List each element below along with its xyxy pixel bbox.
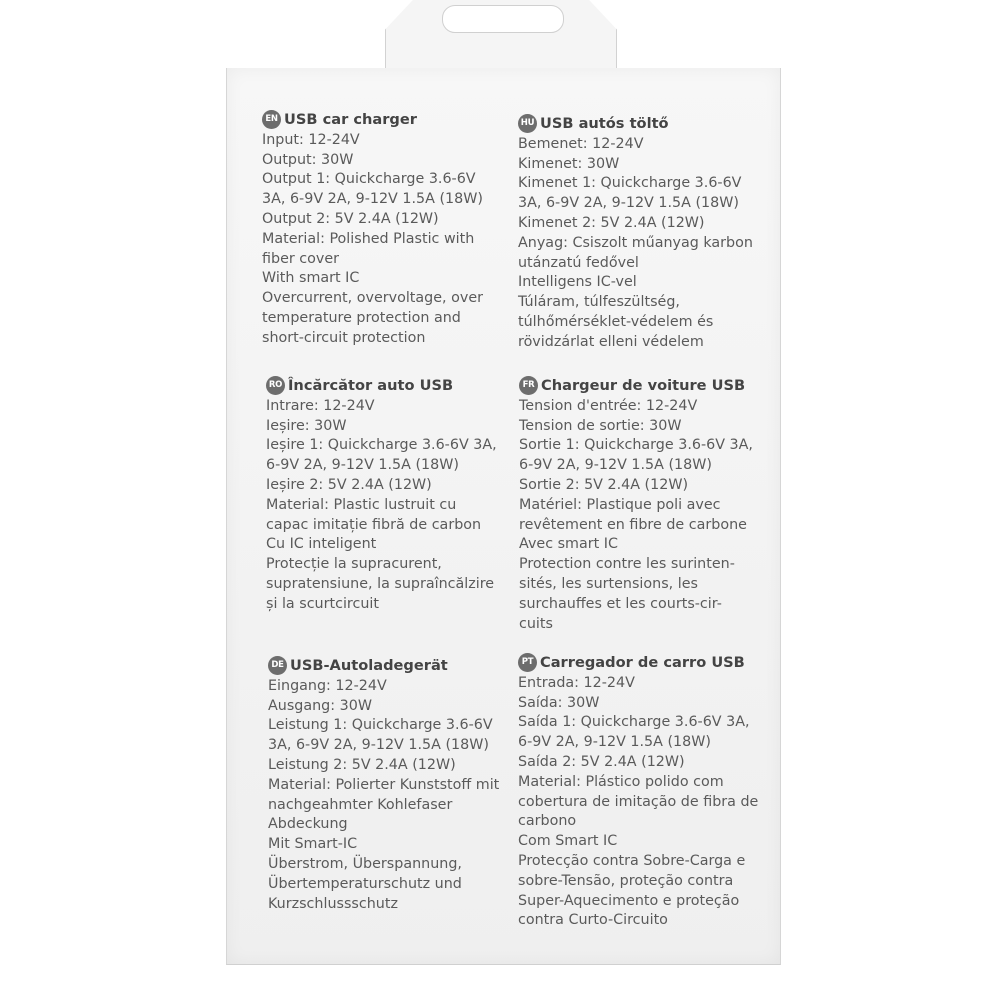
spec-line: Kimenet: 30W	[518, 155, 620, 172]
spec-line: Material: Polierter Kunststoff mit	[268, 776, 500, 793]
spec-line: sobre-Tensão, proteção contra	[518, 872, 734, 889]
spec-line: Matériel: Plastique poli avec	[519, 496, 721, 513]
spec-line: Tension de sortie: 30W	[519, 417, 682, 434]
section-hu-header	[518, 114, 753, 134]
spec-line: Super-Aquecimento e proteção	[518, 892, 740, 909]
spec-line: Saída 2: 5V 2.4A (12W)	[518, 753, 685, 770]
spec-line: Input: 12-24V	[262, 131, 360, 148]
spec-line: surchauffes et les courts-cir-	[519, 595, 722, 612]
spec-line: Saída 1: Quickcharge 3.6-6V 3A,	[518, 714, 750, 731]
section-pt-title: Carregador de carro USB	[540, 654, 745, 671]
language-badge-hu: HU	[518, 114, 537, 133]
spec-line: 3A, 6-9V 2A, 9-12V 1.5A (18W)	[262, 191, 483, 208]
spec-line: temperature protection and	[262, 309, 461, 326]
spec-line: Mit Smart-IC	[268, 836, 358, 853]
section-ro-title: Încărcător auto USB	[288, 377, 454, 394]
spec-line: carbono	[518, 813, 577, 830]
spec-line: Cu IC inteligent	[266, 536, 377, 553]
spec-line: Avec smart IC	[519, 536, 618, 553]
section-de-title: USB-Autoladegerät	[290, 657, 448, 674]
spec-line: Ieșire 2: 5V 2.4A (12W)	[266, 476, 432, 493]
spec-line: Entrada: 12-24V	[518, 674, 635, 691]
spec-line: cobertura de imitação de fibra de	[518, 793, 759, 810]
language-badge-ro: RO	[266, 376, 285, 395]
spec-line: rövidzárlat elleni védelem	[518, 333, 704, 350]
spec-line: Kurzschlussschutz	[268, 895, 398, 912]
spec-line: și la scurtcircuit	[266, 595, 379, 612]
hang-hole	[442, 5, 564, 33]
spec-line: Protecção contra Sobre-Carga e	[518, 852, 746, 869]
spec-line: túlhőmérséklet-védelem és	[518, 313, 714, 330]
spec-line: Sortie 2: 5V 2.4A (12W)	[519, 476, 689, 493]
section-pt-header	[518, 653, 758, 673]
section-en-title: USB car charger	[284, 111, 417, 128]
spec-line: Túláram, túlfeszültség,	[518, 294, 680, 311]
spec-line: Overcurrent, overvoltage, over	[262, 290, 484, 307]
spec-line: 3A, 6-9V 2A, 9-12V 1.5A (18W)	[268, 737, 489, 754]
section-pt	[518, 653, 758, 931]
spec-line: nachgeahmter Kohlefaser	[268, 796, 453, 813]
section-fr-title: Chargeur de voiture USB	[541, 377, 746, 394]
spec-line: contra Curto-Circuito	[518, 912, 668, 929]
section-ro-header	[266, 376, 497, 396]
spec-line: Output 2: 5V 2.4A (12W)	[262, 210, 439, 227]
spec-line: Tension d'entrée: 12-24V	[519, 397, 698, 414]
section-en-header	[262, 110, 483, 130]
language-badge-fr: FR	[519, 376, 538, 395]
spec-line: Bemenet: 12-24V	[518, 135, 644, 152]
spec-line: 3A, 6-9V 2A, 9-12V 1.5A (18W)	[518, 195, 739, 212]
spec-line: Material: Plástico polido com	[518, 773, 724, 790]
spec-line: Saída: 30W	[518, 694, 600, 711]
spec-line: Material: Polished Plastic with	[262, 230, 475, 247]
spec-line: capac imitație fibră de carbon	[266, 516, 482, 533]
spec-line: Kimenet 2: 5V 2.4A (12W)	[518, 214, 705, 231]
spec-line: short-circuit protection	[262, 329, 426, 346]
spec-line: utánzatú fedővel	[518, 254, 639, 271]
spec-line: 6-9V 2A, 9-12V 1.5A (18W)	[518, 734, 711, 751]
spec-line: Protecție la supracurent,	[266, 556, 442, 573]
spec-line: Com Smart IC	[518, 833, 618, 850]
spec-line: Ausgang: 30W	[268, 697, 372, 714]
spec-line: Ieșire: 30W	[266, 417, 347, 434]
spec-line: Kimenet 1: Quickcharge 3.6-6V	[518, 175, 742, 192]
spec-line: 6-9V 2A, 9-12V 1.5A (18W)	[519, 457, 712, 474]
spec-line: Protection contre les surinten-	[519, 556, 735, 573]
spec-line: Output 1: Quickcharge 3.6-6V	[262, 171, 476, 188]
language-badge-de: DE	[268, 656, 287, 675]
spec-line: Ieșire 1: Quickcharge 3.6-6V 3A,	[266, 437, 497, 454]
spec-line: revêtement en fibre de carbone	[519, 516, 747, 533]
spec-line: 6-9V 2A, 9-12V 1.5A (18W)	[266, 457, 459, 474]
spec-line: With smart IC	[262, 270, 360, 287]
spec-line: Material: Plastic lustruit cu	[266, 496, 457, 513]
spec-line: Abdeckung	[268, 816, 348, 833]
section-de-header	[268, 656, 499, 676]
spec-line: fiber cover	[262, 250, 340, 267]
section-de	[268, 656, 499, 914]
spec-line: Intrare: 12-24V	[266, 397, 375, 414]
spec-line: supratensiune, la supraîncălzire	[266, 575, 495, 592]
spec-line: Intelligens IC-vel	[518, 274, 637, 291]
spec-line: cuits	[519, 615, 553, 632]
spec-line: Überstrom, Überspannung,	[268, 855, 462, 872]
section-en	[262, 110, 483, 349]
language-badge-pt: PT	[518, 653, 537, 672]
spec-line: Sortie 1: Quickcharge 3.6-6V 3A,	[519, 437, 753, 454]
section-ro	[266, 376, 497, 615]
spec-line: Übertemperaturschutz und	[268, 875, 462, 892]
spec-line: Anyag: Csiszolt műanyag karbon	[518, 234, 753, 251]
language-badge-en: EN	[262, 110, 281, 129]
spec-line: Eingang: 12-24V	[268, 677, 387, 694]
spec-line: Leistung 1: Quickcharge 3.6-6V	[268, 717, 493, 734]
spec-line: Leistung 2: 5V 2.4A (12W)	[268, 756, 456, 773]
section-fr-header	[519, 376, 753, 396]
spec-line: Output: 30W	[262, 151, 354, 168]
section-fr	[519, 376, 753, 634]
section-hu	[518, 114, 753, 353]
spec-line: sités, les surtensions, les	[519, 575, 698, 592]
section-hu-title: USB autós töltő	[540, 115, 669, 132]
